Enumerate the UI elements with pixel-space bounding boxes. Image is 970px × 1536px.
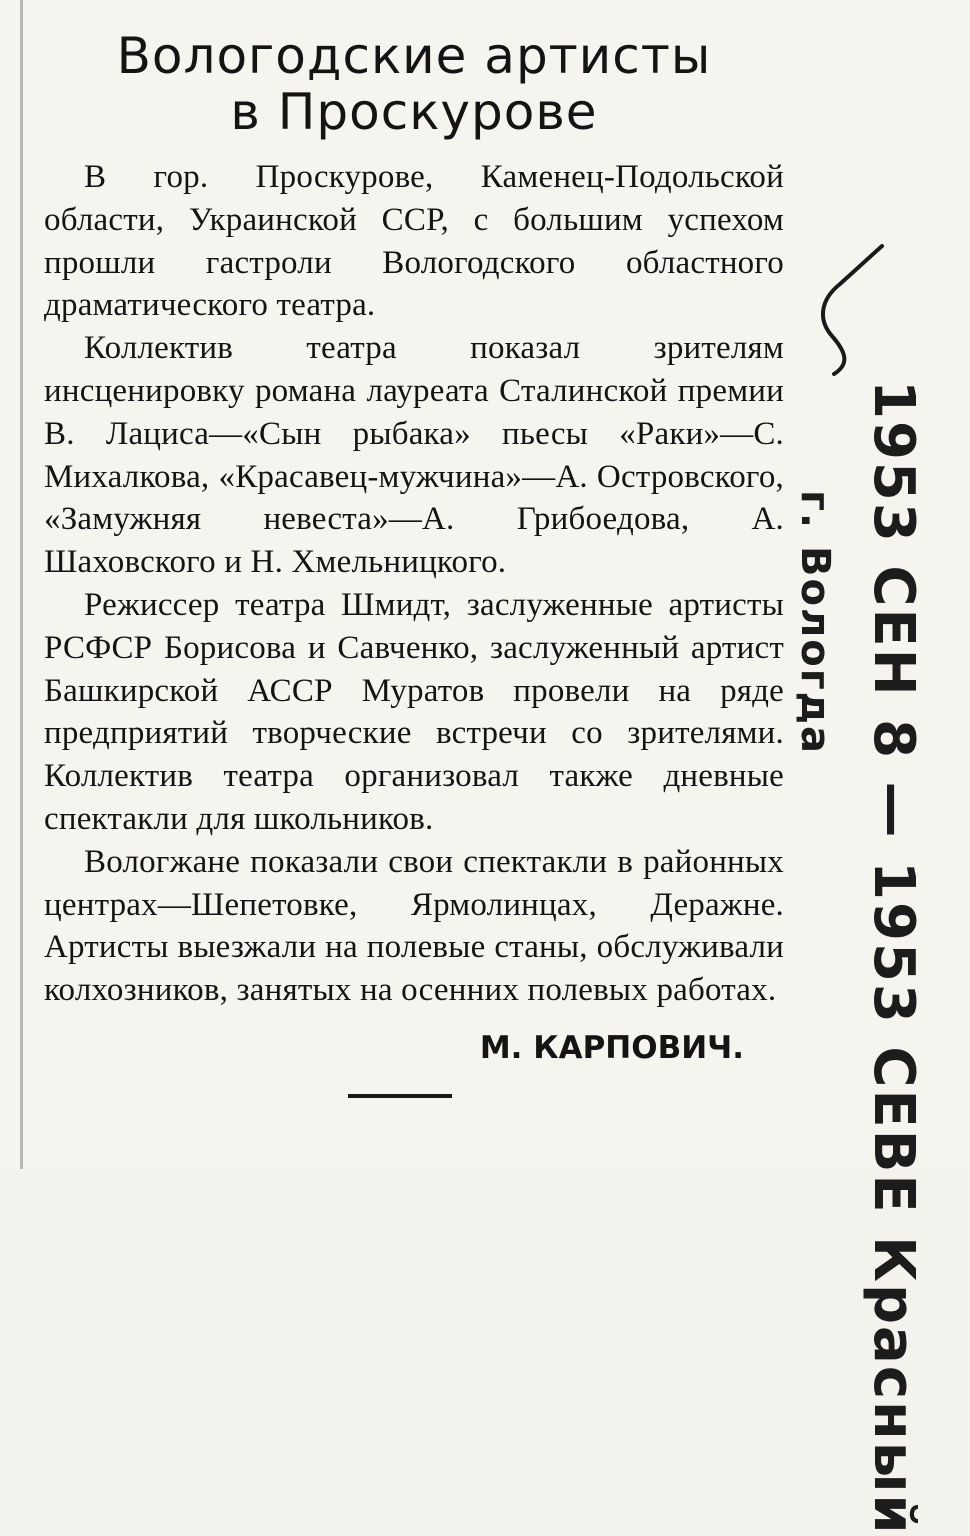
end-divider	[348, 1094, 452, 1098]
paragraph-4: Вологжане показали свои спектакли в районных центрах—Шепетовке, Ярмолинцах, Деражне. Артисты выезжали на полевые станы, обслуживали колхозников, занятых на осенних полевых работах.	[44, 843, 784, 1009]
article	[44, 28, 784, 1098]
paragraph-3: Режиссер театра Шмидт, заслуженные артисты РСФСР Борисова и Савченко, заслуженный артист Башкирской АССР Муратов провели на ряде предприятий творческие встречи со зрителями. Коллектив театра организовал также дневные спектакли для школьников.	[44, 586, 784, 837]
headline-line-2: в Проскурове	[230, 83, 598, 141]
paragraph-1: В гор. Проскурове, Каменец-Подольской области, Украинской ССР, с большим успехом прошли гастроли Вологодского областного драматического театра.	[44, 159, 784, 324]
headline-line-1: Вологодские артисты	[116, 27, 712, 85]
handwritten-mark-icon	[810, 240, 890, 380]
stamp-place: г. Вологда	[792, 490, 838, 755]
author-signature: М. КАРПОВИЧ.	[479, 1029, 744, 1066]
stamp-text: 1953 СЕН 8 — 1953 СЕВЕ Красный	[861, 380, 926, 1536]
paragraph-2: Коллектив театра показал зрителям инсценировку романа лауреата Сталинской премии В. Лациса—«Сын рыбака» пьесы «Раки»—С. Михалкова, «Красавец-мужчина»—А. Островского, «Замужняя невеста»—А. Грибоедова, А. Шаховского и Н. Хмельницкого.	[44, 330, 784, 581]
library-stamp	[770, 380, 970, 1536]
article-headline	[44, 28, 784, 140]
article-body	[44, 156, 784, 1012]
clipping-edge	[20, 0, 23, 1169]
